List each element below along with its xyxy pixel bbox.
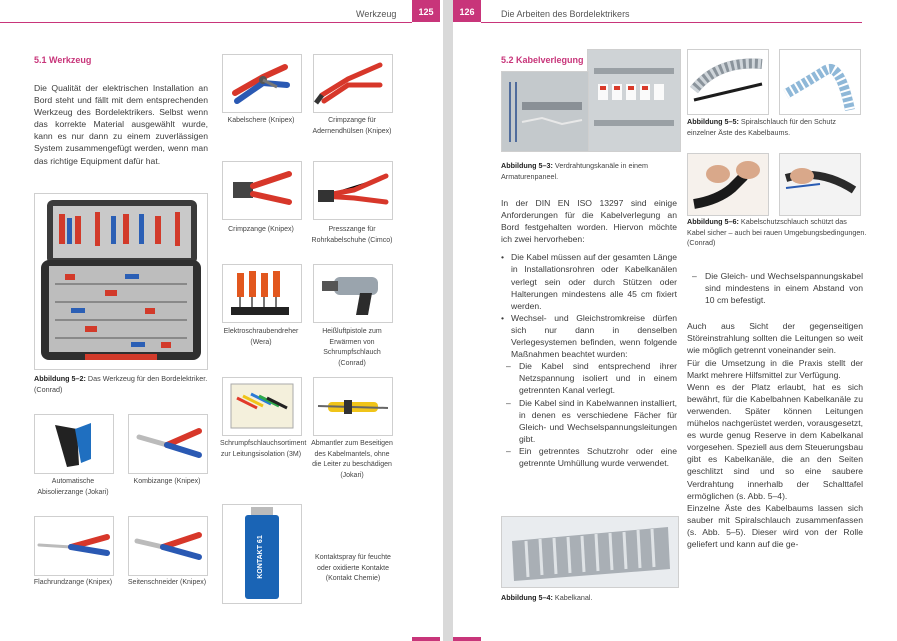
page-foot-marker-left — [412, 637, 440, 641]
flat-round-pliers-image — [34, 516, 114, 576]
caption-5-6 — [687, 217, 867, 249]
tool-label: Kombizange (Knipex) — [133, 478, 201, 485]
cable-duct-image — [501, 516, 679, 588]
section-title-5-2: 5.2 Kabelverlegung — [501, 55, 584, 65]
list-item: – Die Kabel sind entsprechend ihrer Netzspannung isoliert und in einem getrennten Kanal verlegt. — [501, 360, 677, 396]
caption-text: Kabelkanal. — [554, 593, 593, 602]
contact-spray-image — [222, 504, 302, 604]
list-item: • Die Kabel müssen auf der gesamten Länge in Installationsrohren oder Kabelkanälen verlegt sein oder durch Stützen oder Halterungen mindestens alle 45 cm fixiert werden. — [501, 251, 677, 311]
paragraph: Für die Umsetzung in die Praxis stellt der Markt mehrere Hilfsmittel zur Verfügung. — [687, 357, 863, 380]
list-item: – Die Kabel sind in Kabelwannen installiert, in denen es verschiedene Fächer für Gleich- und Wechselspannungsleitungen gibt. — [501, 397, 677, 445]
ferrule-crimp-image — [313, 54, 393, 113]
running-head-right: Die Arbeiten des Bordelektrikers — [501, 9, 630, 19]
caption-text: Kabelschutzschlauch schützt das Kabel sicher – auch bei rauen Umgebungsbedingungen. (Conrad) — [687, 217, 867, 247]
header-rule-left — [0, 22, 412, 23]
caption-text: Verdrahtungskanäle in einem Armaturenpaneel. — [501, 161, 649, 181]
caption-5-2 — [34, 374, 210, 395]
tool-label: Kabelschere (Knipex) — [227, 117, 295, 124]
combination-pliers-image — [128, 414, 208, 474]
tool-label: Heißluftpistole zum Erwärmen von Schrumpfschlauch (Conrad) — [322, 328, 382, 367]
tool-label: Elektroschraubendreher (Wera) — [223, 328, 299, 346]
measures-list-continued — [687, 270, 863, 306]
caption-label: Abbildung 5–5: — [687, 117, 739, 126]
tool-label: Crimpzange (Knipex) — [228, 226, 294, 233]
heat-gun-image — [313, 264, 393, 323]
protective-hose-image-2 — [779, 153, 861, 216]
right-page — [453, 0, 897, 641]
list-item: • Wechsel- und Gleichstromkreise dürfen sich nur dann in denselben Verlegesystemen befinden, wenn folgende Maßnahmen beachtet wurden: — [501, 312, 677, 360]
page-foot-marker-right — [453, 637, 481, 641]
section-title-5-1: 5.1 Werkzeug — [34, 55, 92, 65]
tool-label: Schrumpfschlauchsortiment zur Leitungsisolation (3M) — [220, 440, 307, 458]
shrink-tube-kit-image — [222, 377, 302, 436]
tool-label: Presszange für Rohrkabelschuhe (Cimco) — [311, 226, 393, 244]
list-item: – Die Gleich- und Wechselspannungskabel sind mindestens in einem Abstand von 10 cm befestigt. — [687, 270, 863, 306]
spiral-hose-image-1 — [687, 49, 769, 115]
column-1-text — [501, 197, 677, 469]
caption-label: Abbildung 5–3: — [501, 161, 553, 170]
paragraph: Einzelne Äste des Kabelbaums lassen sich sauber mit Spiralschlauch zusammenfassen (s. Abb. 5–5). Dieser wird von der Rolle geliefert und kann auf die ge- — [687, 502, 863, 549]
spiral-hose-image-2 — [779, 49, 861, 115]
screwdriver-set-image — [222, 264, 302, 323]
wiring-panel-image-left — [501, 71, 589, 152]
caption-5-3 — [501, 161, 681, 182]
paragraph: Wenn es der Platz erlaubt, hat es sich bewährt, für die Kabelbahnen Kabelkanäle zu verwenden. Später können Leitungen mühelos nachgerüstet werden, vorausgesetzt, es wurde genug Reserve in dem Kabelkanal vorgesehen. Speziell aus dem Steuerungsbau gibt es Kabelkanäle, die an den Seiten geschlitzt sind und so eine saubere Verdrahtung innerhalb der Schalttafel ermöglichen (s. Abb. 5–4). — [687, 381, 863, 501]
measures-list — [501, 360, 677, 469]
tool-label: Automatische Abisolierzange (Jokari) — [37, 478, 109, 496]
spray-can-label: KONTAKT 61 — [257, 535, 264, 579]
caption-5-5 — [687, 117, 863, 138]
running-head-left: Werkzeug — [356, 9, 397, 19]
tool-label: Crimpzange für Adernendhülsen (Knipex) — [312, 117, 392, 135]
caption-5-4 — [501, 593, 677, 604]
tool-label: Flachrundzange (Knipex) — [33, 579, 113, 586]
toolbox-image — [34, 193, 208, 370]
auto-stripper-image — [34, 414, 114, 474]
tool-label: Abmantler zum Beseitigen des Kabelmantels, ohne die Leiter zu beschädigen (Jokari) — [311, 440, 393, 479]
page-number-right: 126 — [453, 0, 481, 22]
paragraph: Auch aus Sicht der gegenseitigen Störeinstrahlung sollten die Leitungen so weit wie möglich getrennt voneinander sein. — [687, 321, 863, 356]
cable-shears-image — [222, 54, 302, 113]
intro-paragraph: Die Qualität der elektrischen Installation an Bord steht und fällt mit dem entsprechenden Werkzeug des Bordelektrikers. Selbst wenn das korrekte Material ausgewählt wurde, kann es nur dann zu einem zuverlässigen System zusammengefügt werden, wenn man das richtige Equipment dafür hat. — [34, 83, 208, 166]
caption-text: Das Werkzeug für den Bordelektriker. (Conrad) — [34, 374, 208, 394]
header-rule-right — [481, 22, 862, 23]
tube-crimp-image — [313, 161, 393, 220]
list-item: – Ein getrenntes Schutzrohr oder eine getrennte Umhüllung wurde verwendet. — [501, 445, 677, 469]
wiring-panel-image — [587, 49, 681, 152]
protective-hose-image-1 — [687, 153, 769, 216]
caption-label: Abbildung 5–2: — [34, 374, 86, 383]
side-cutter-image — [128, 516, 208, 576]
caption-text: Spiralschlauch für den Schutz einzelner Äste des Kabelbaums. — [687, 117, 837, 137]
crimp-pliers-image — [222, 161, 302, 220]
caption-label: Abbildung 5–6: — [687, 217, 739, 226]
paragraph: In der DIN EN ISO 13297 sind einige Anforderungen für die Kabelverlegung an Bord festgehalten worden. Hiervon möchte ich zwei hervorheben: — [501, 198, 677, 245]
tool-label: Kontaktspray für feuchte oder oxidierte Kontakte (Kontakt Chemie) — [315, 554, 391, 582]
left-page — [0, 0, 443, 641]
requirements-list — [501, 251, 677, 360]
column-2-text — [687, 270, 863, 550]
tool-label: Seitenschneider (Knipex) — [127, 579, 207, 586]
page-gutter — [443, 0, 453, 641]
page-number-left: 125 — [412, 0, 440, 22]
caption-label: Abbildung 5–4: — [501, 593, 553, 602]
cable-stripper-image — [313, 377, 393, 436]
